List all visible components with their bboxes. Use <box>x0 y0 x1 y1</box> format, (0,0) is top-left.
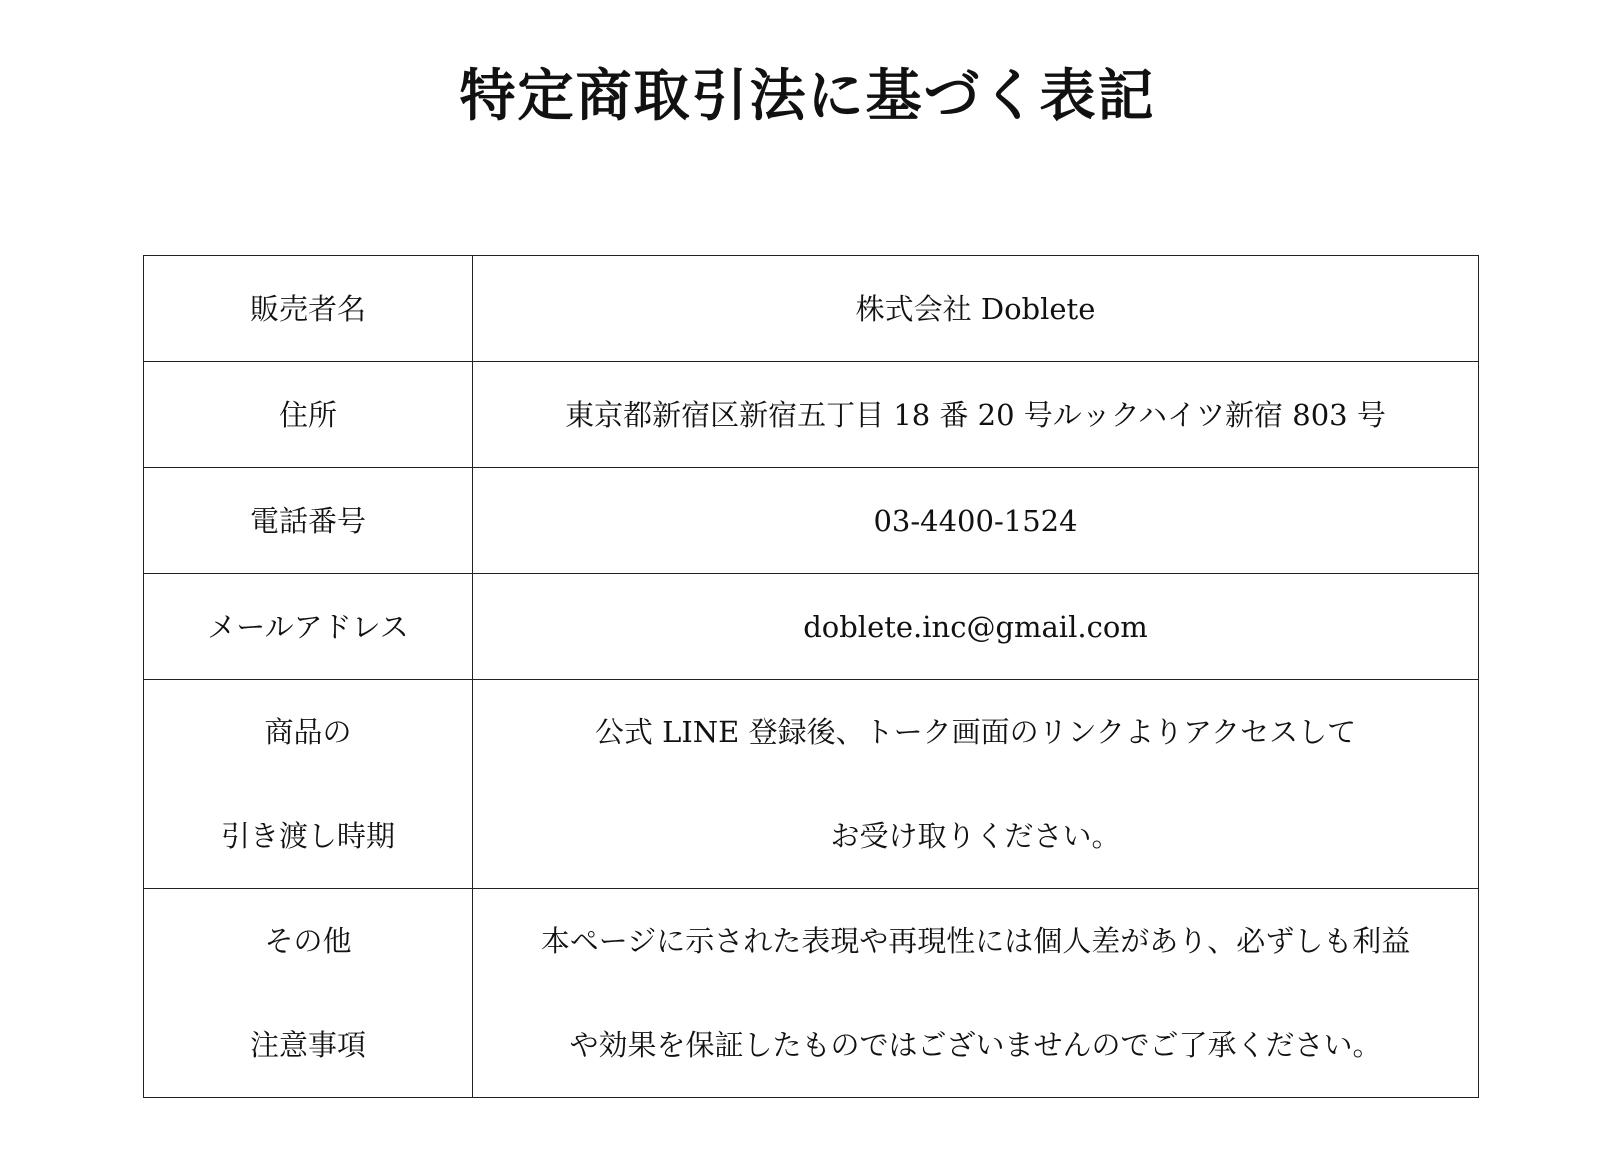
row-label-cell <box>144 889 473 1098</box>
row-label-cell <box>144 362 473 468</box>
row-label-line-2: 引き渡し時期 <box>220 819 395 853</box>
row-value-cell <box>473 680 1479 889</box>
row-label-line-1: 商品の <box>264 715 352 749</box>
page-title: 特定商取引法に基づく表記 <box>459 63 1156 129</box>
row-value: 株式会社 Doblete <box>855 291 1096 326</box>
legal-info-table <box>143 255 1479 1098</box>
row-value-cell <box>473 256 1479 362</box>
row-value-line-1: 公式 LINE 登録後、トーク画面のリンクよりアクセスして <box>594 715 1357 749</box>
row-label: 住所 <box>278 397 337 432</box>
table-row-address <box>144 362 1479 468</box>
row-value: 03-4400-1524 <box>873 503 1078 538</box>
row-label: 電話番号 <box>249 503 366 538</box>
row-value-cell <box>473 889 1479 1098</box>
row-label-cell <box>144 680 473 889</box>
row-value-line-2: や効果を保証したものではございませんのでご了承ください。 <box>569 1028 1382 1062</box>
row-value: 東京都新宿区新宿五丁目 18 番 20 号ルックハイツ新宿 803 号 <box>565 397 1386 432</box>
row-label-cell <box>144 574 473 680</box>
table-row-phone <box>144 468 1479 574</box>
row-value-line-1: 本ページに示された表現や再現性には個人差があり、必ずしも利益 <box>540 924 1411 958</box>
row-label-line-2: 注意事項 <box>249 1028 366 1062</box>
row-label-cell <box>144 468 473 574</box>
row-label: メールアドレス <box>207 609 409 644</box>
row-value-cell <box>473 468 1479 574</box>
table-row-notes <box>144 889 1479 1098</box>
table-row-delivery <box>144 680 1479 889</box>
row-value: doblete.inc@gmail.com <box>803 609 1148 644</box>
table-row-email <box>144 574 1479 680</box>
table-row-seller <box>144 256 1479 362</box>
row-value-cell <box>473 574 1479 680</box>
row-value-line-2: お受け取りください。 <box>830 819 1121 853</box>
row-value-cell <box>473 362 1479 468</box>
row-label: 販売者名 <box>249 291 366 326</box>
row-label-line-1: その他 <box>264 924 352 958</box>
row-label-cell <box>144 256 473 362</box>
